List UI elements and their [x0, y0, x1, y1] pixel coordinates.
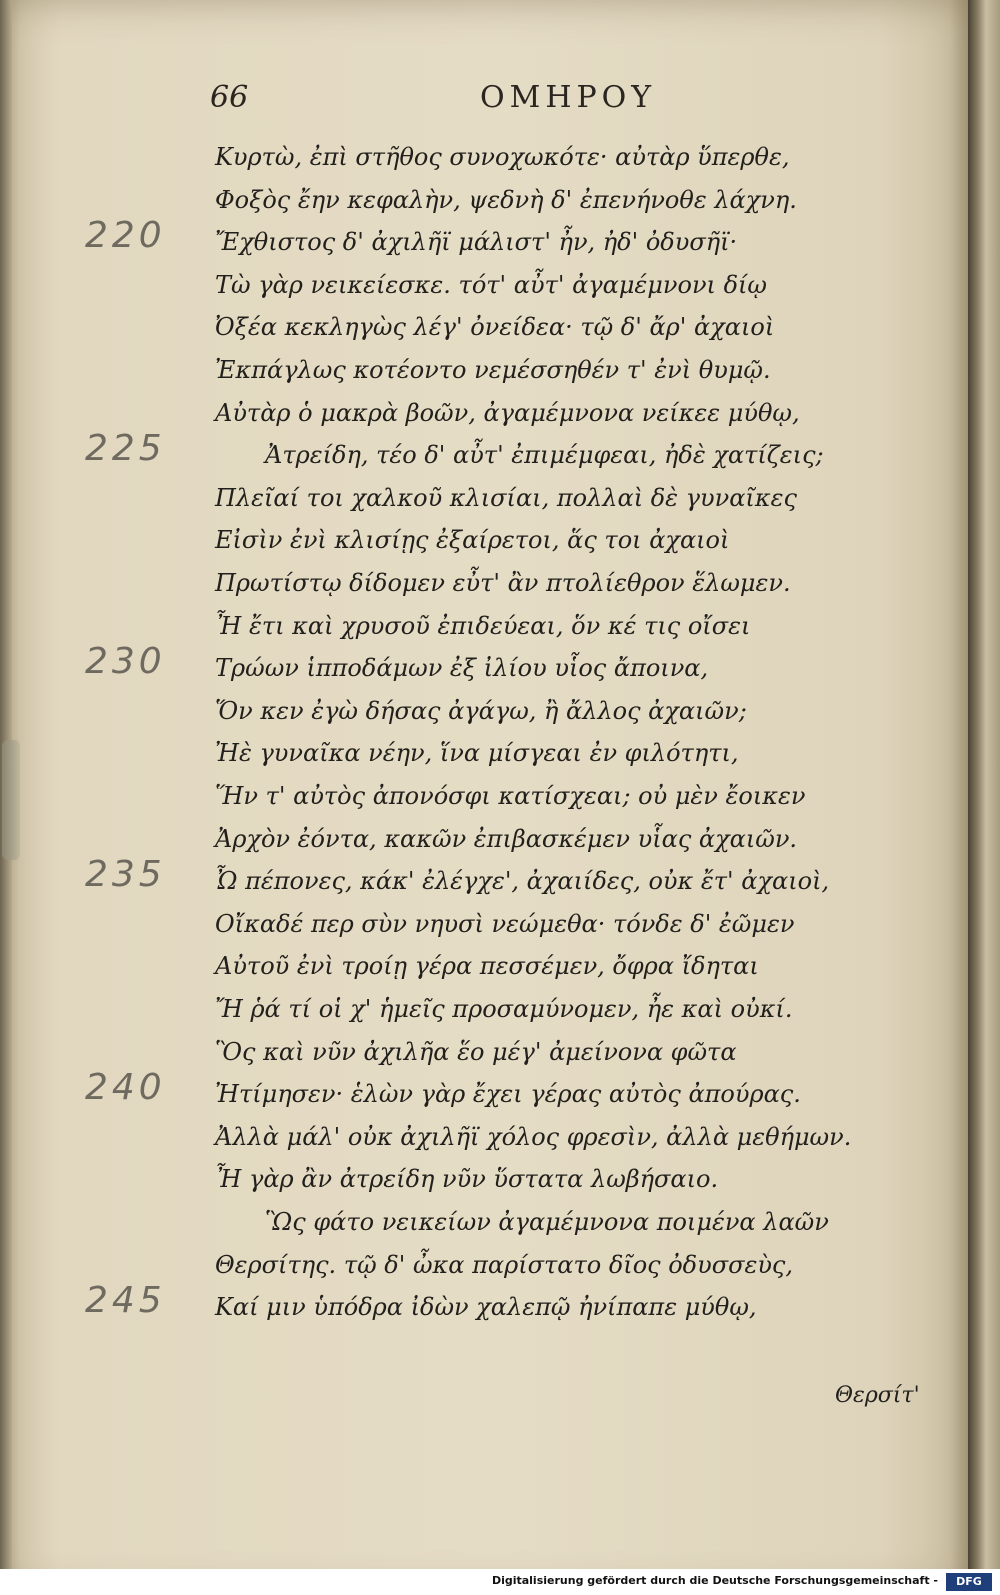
line-number: 235: [85, 854, 166, 896]
verse-text: Οἴκαδέ περ σὺν νηυσὶ νεώμεθα· τόνδε δ' ἐῶμεν: [215, 909, 795, 938]
verse-text: Ἤ ῥά τί οἱ χ' ἡμεῖς προσαμύνομεν, ἦε καὶ οὐκί.: [215, 995, 793, 1023]
line-number: 230: [85, 641, 166, 683]
verse-text: Ἀλλὰ μάλ' οὐκ ἀχιλῆϊ χόλος φρεσὶν, ἀλλὰ μεθήμων.: [215, 1122, 852, 1151]
line-number: 225: [85, 428, 166, 470]
verse-text: Ὅν κεν ἐγὼ δήσας ἀγάγω, ἢ ἄλλος ἀχαιῶν;: [215, 696, 747, 725]
page-header: [210, 80, 770, 120]
verse-line: [0, 1120, 968, 1154]
facing-page-edge: [968, 0, 1000, 1595]
verse-line: [0, 949, 968, 983]
verse-line: [0, 822, 968, 856]
verse-line: [0, 566, 968, 600]
verse-text: Ὃς καὶ νῦν ἀχιλῆα ἕο μέγ' ἀμείνονα φῶτα: [215, 1037, 737, 1066]
verse-line: [0, 268, 968, 302]
verse-text: Ὀξέα κεκληγὼς λέγ' ὀνείδεα· τῷ δ' ἄρ' ἀχαιοὶ: [215, 313, 775, 342]
verse-text: Ἥν τ' αὐτὸς ἀπονόσφι κατίσχεαι; οὐ μὲν ἔοικεν: [215, 782, 806, 810]
line-number: 245: [85, 1280, 166, 1322]
verse-line: [0, 1162, 968, 1196]
verse-text: Καί μιν ὑπόδρα ἰδὼν χαλεπῷ ἠνίπαπε μύθῳ,: [215, 1293, 757, 1322]
verse-text: Αὐτὰρ ὁ μακρὰ βοῶν, ἀγαμέμνονα νείκεε μύθῳ,: [215, 398, 800, 427]
verse-text: Ἐκπάγλως κοτέοντο νεμέσσηθέν τ' ἐνὶ θυμῷ.: [215, 356, 771, 384]
verse-line: [0, 992, 968, 1026]
verse-line: [0, 1205, 968, 1239]
footer-credit: Digitalisierung gefördert durch die Deutsche Forschungsgemeinschaft -: [491, 1574, 938, 1587]
verse-line: [0, 183, 968, 217]
verse-text: Κυρτὼ, ἐπὶ στῆθος συνοχωκότε· αὐτὰρ ὕπερθε,: [215, 143, 790, 171]
verse-line: [0, 907, 968, 941]
verse-line: [0, 215, 968, 259]
verse-line: [0, 641, 968, 685]
verse-text: Φοξὸς ἔην κεφαλὴν, ψεδνὴ δ' ἐπενήνοθε λάχνη.: [215, 185, 797, 214]
verse-line: [0, 694, 968, 728]
verse-text: Ἦ γὰρ ἂν ἀτρείδη νῦν ὕστατα λωβήσαιο.: [215, 1165, 719, 1194]
verse-line: [0, 428, 968, 472]
verse-text: Ἔχθιστος δ' ἀχιλῆϊ μάλιστ' ἦν, ἠδ' ὀδυσῆϊ·: [215, 228, 738, 257]
verse-text: Πρωτίστῳ δίδομεν εὖτ' ἂν πτολίεθρον ἕλωμεν.: [215, 569, 791, 597]
catchword: Θερσίτ': [835, 1383, 920, 1408]
line-number: 240: [85, 1067, 166, 1109]
verse-line: [0, 481, 968, 515]
verse-text: Ἠτίμησεν· ἑλὼν γὰρ ἔχει γέρας αὐτὸς ἀπούρας.: [215, 1080, 801, 1109]
verse-text: Ὦ πέπονες, κάκ' ἐλέγχε', ἀχαιίδες, οὐκ ἔτ' ἀχαιοὶ,: [215, 867, 830, 896]
verse-line: [0, 854, 968, 898]
verse-text: Ἦ ἔτι καὶ χρυσοῦ ἐπιδεύεαι, ὅν κέ τις οἴσει: [215, 611, 751, 640]
verse-line: [0, 609, 968, 643]
page-number: 66: [210, 80, 249, 115]
verse-text: Ἀρχὸν ἐόντα, κακῶν ἐπιβασκέμεν υἷας ἀχαιῶν.: [215, 824, 798, 853]
digitization-footer: [0, 1569, 1000, 1595]
verse-line: [0, 310, 968, 344]
verse-line: [0, 140, 968, 174]
verse-line: [0, 1035, 968, 1069]
verse-line: [0, 736, 968, 770]
verse-line: [0, 396, 968, 430]
verse-line: [0, 1067, 968, 1111]
verse-text: Ἀτρείδη, τέο δ' αὖτ' ἐπιμέμφεαι, ἠδὲ χατίζεις;: [265, 441, 824, 470]
verse-text: Τὼ γὰρ νεικείεσκε. τότ' αὖτ' ἀγαμέμνονι δίῳ: [215, 270, 767, 299]
verse-line: [0, 1248, 968, 1282]
verse-line: [0, 353, 968, 387]
dfg-logo: DFG: [946, 1573, 992, 1591]
verse-text: Αὐτοῦ ἐνὶ τροίῃ γέρα πεσσέμεν, ὄφρα ἴδηται: [215, 952, 759, 981]
verse-line: [0, 779, 968, 813]
verse-text: Πλεῖαί τοι χαλκοῦ κλισίαι, πολλαὶ δὲ γυναῖκες: [215, 483, 797, 512]
verse-text: Ἠὲ γυναῖκα νέην, ἵνα μίσγεαι ἐν φιλότητι,: [215, 739, 739, 768]
verse-line: [0, 1280, 968, 1324]
verse-list: [0, 140, 968, 1380]
verse-text: Ὣς φάτο νεικείων ἀγαμέμνονα ποιμένα λαῶν: [265, 1208, 829, 1236]
running-title: ΟΜΗΡΟΥ: [480, 80, 657, 115]
verse-text: Εἰσὶν ἐνὶ κλισίῃς ἐξαίρετοι, ἅς τοι ἀχαιοὶ: [215, 526, 730, 555]
verse-text: Θερσίτης. τῷ δ' ὦκα παρίστατο δῖος ὀδυσσεὺς,: [215, 1250, 794, 1279]
verse-line: [0, 523, 968, 557]
verse-text: Τρώων ἱπποδάμων ἐξ ἰλίου υἷος ἄποινα,: [215, 654, 709, 683]
line-number: 220: [85, 215, 166, 257]
